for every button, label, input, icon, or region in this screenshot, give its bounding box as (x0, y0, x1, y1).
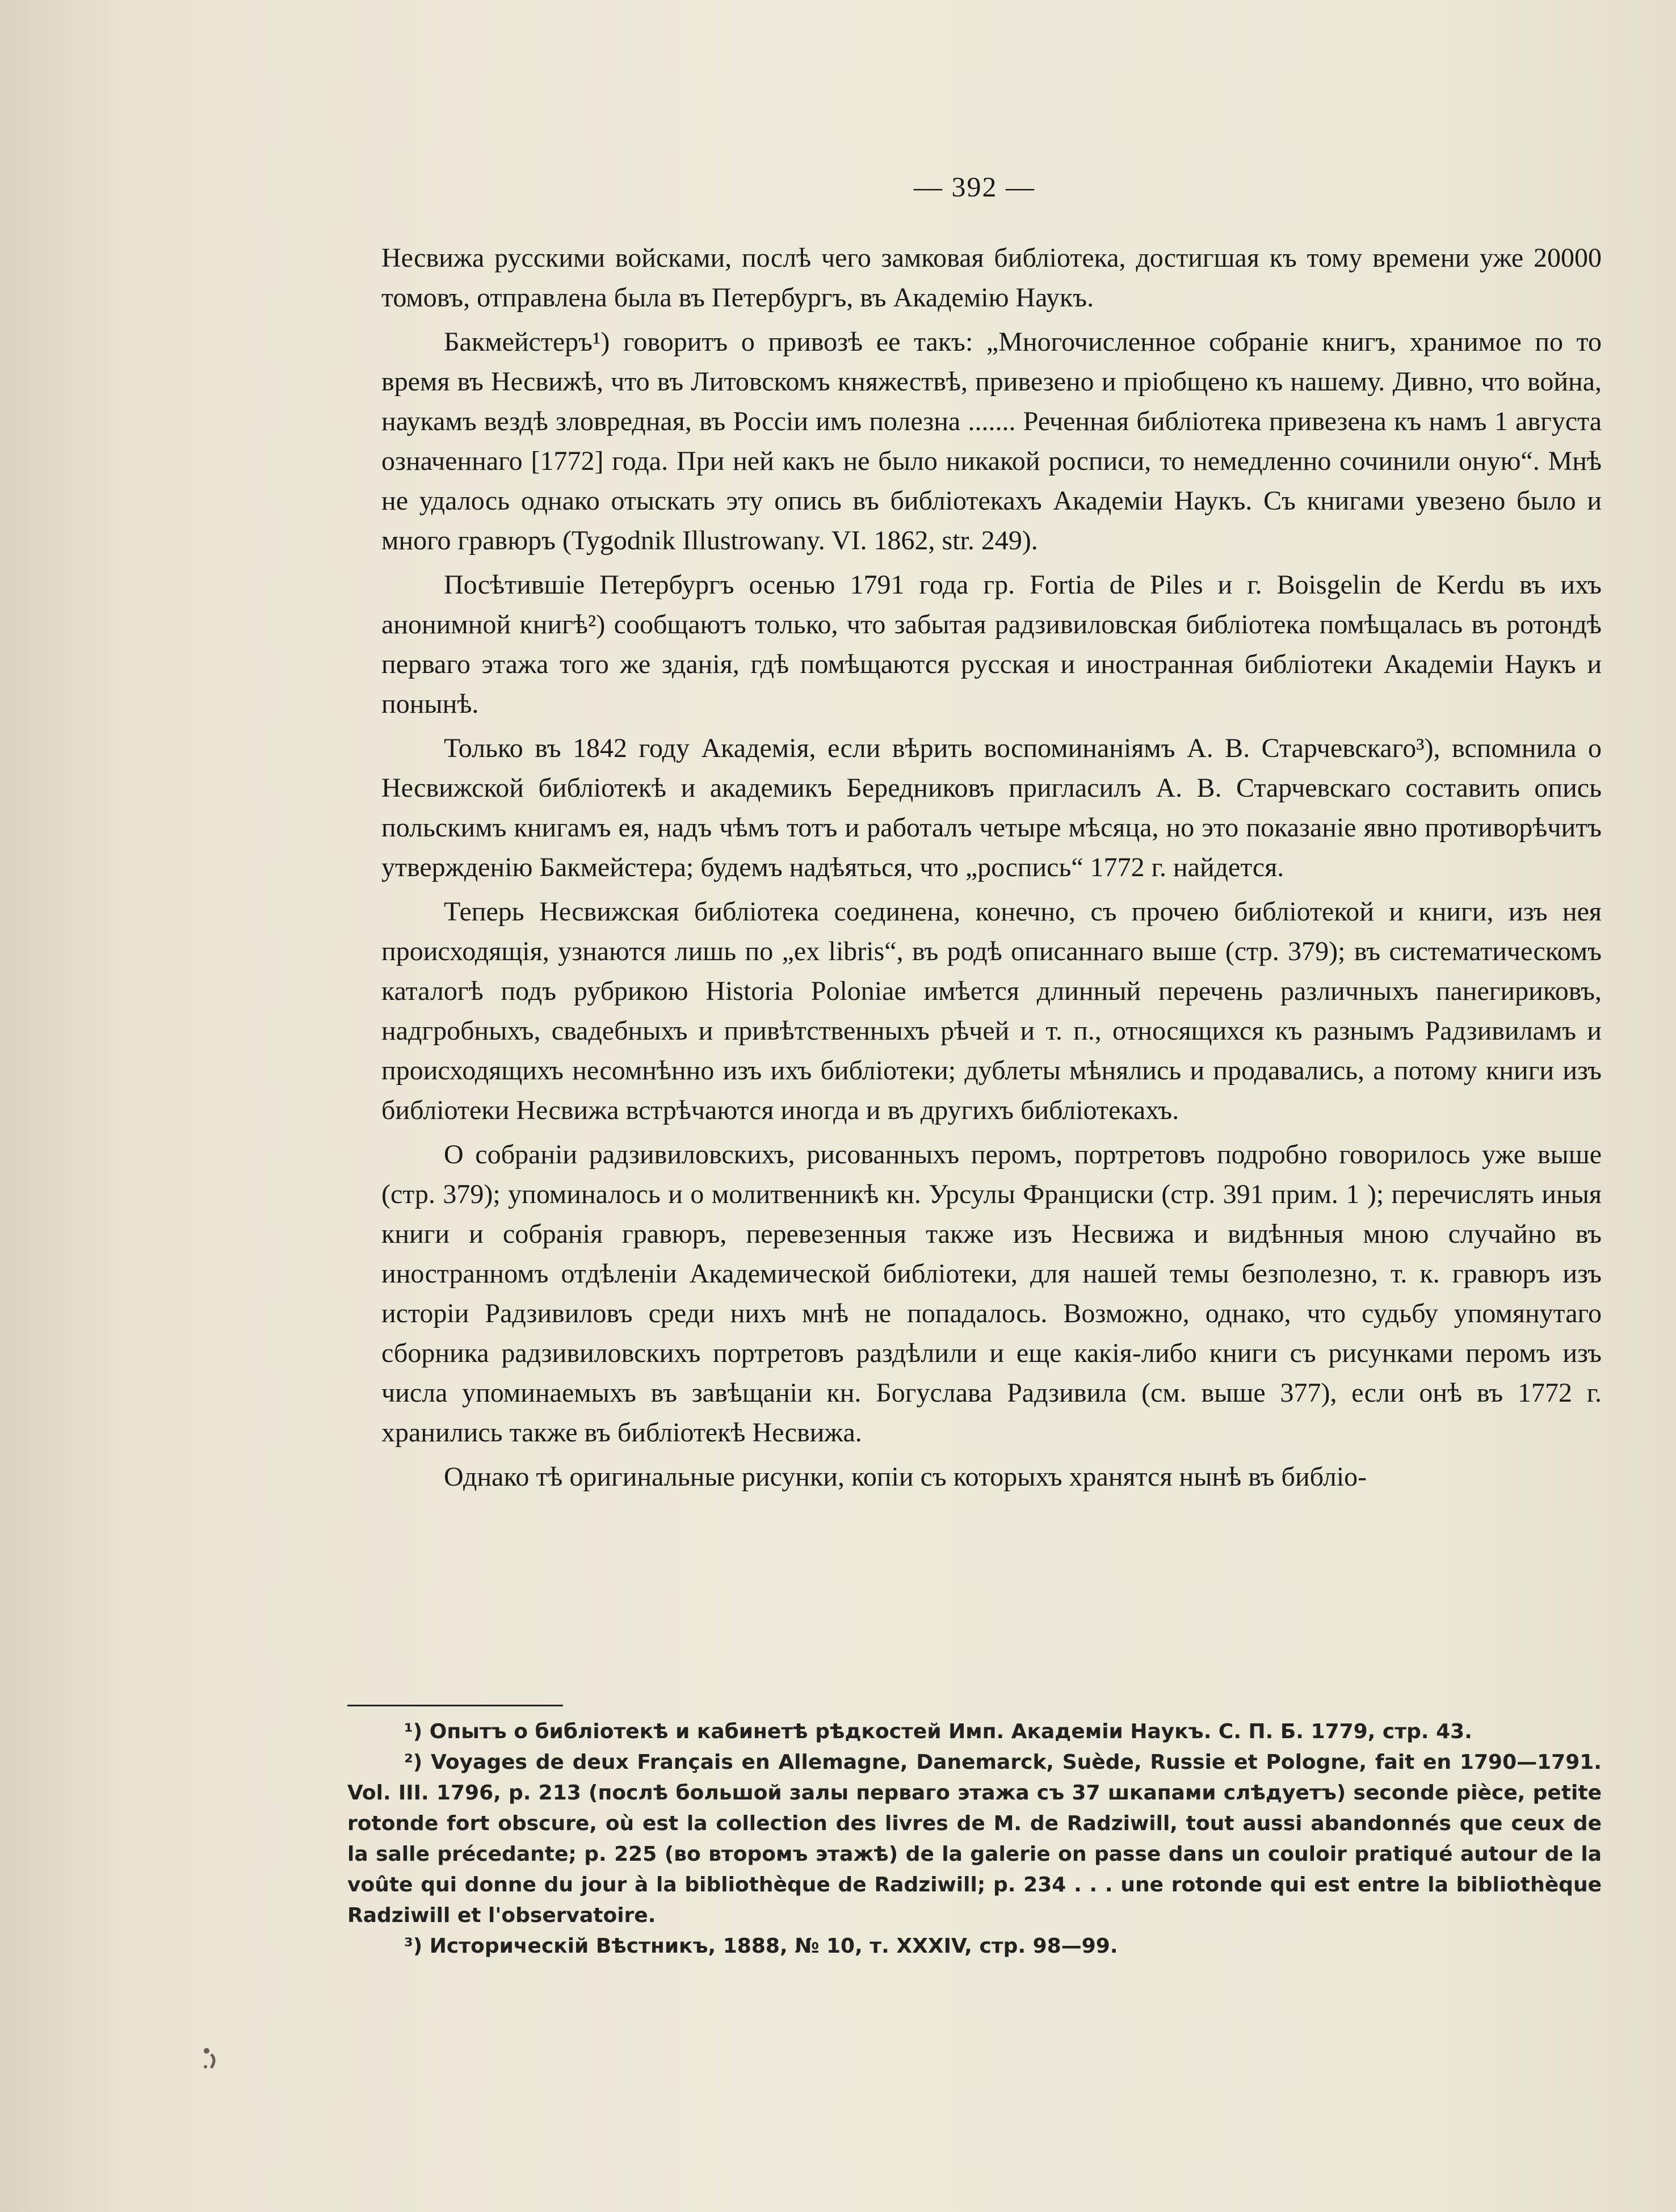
footnotes (347, 1717, 1602, 1962)
paragraph: Только въ 1842 году Академія, если вѣрить воспоминаніямъ А. В. Старчевскаго³), вспомнила о Несвижской библіотекѣ и академикъ Бередниковъ пригласилъ А. В. Старчевскаго составить опись польскимъ книгамъ ея, надъ чѣмъ тотъ и работалъ четыре мѣсяца, но это показаніе явно противорѣчитъ утвержденію Бакмейстера; будемъ надѣяться, что „роспись“ 1772 г. найдется. (381, 733, 1602, 882)
page-number: — 392 — (914, 171, 1035, 203)
footnote: ¹) Опытъ о библіотекѣ и кабинетѣ рѣдкостей Имп. Академіи Наукъ. С. П. Б. 1779, стр. 43. (404, 1720, 1472, 1743)
paragraph: Теперь Несвижская библіотека соединена, конечно, съ прочею библіотекой и книги, изъ нея происходящія, узнаются лишь по „ex libris“, въ родѣ описаннаго выше (стр. 379); въ систематическомъ каталогѣ подъ рубрикою Historia Poloniae имѣется длинный перечень различныхъ панегириковъ, надгробныхъ, свадебныхъ и привѣтственныхъ рѣчей и т. п., относящихся къ разнымъ Радзивиламъ и происходящихъ несомнѣнно изъ ихъ библіотеки; дублеты мѣнялись и продавались, а потому книги изъ библіотеки Несвижа встрѣчаются иногда и въ другихъ библіотекахъ. (381, 897, 1602, 1125)
footnote-divider (347, 1705, 563, 1706)
main-text (381, 238, 1602, 1502)
paragraph: Несвижа русскими войсками, послѣ чего замковая библіотека, достигшая къ тому времени уже 20000 томовъ, отправлена была въ Петербургъ, въ Академію Наукъ. (381, 243, 1602, 313)
paragraph: Посѣтившіе Петербургъ осенью 1791 года гр. Fortia de Piles и г. Boisgelin de Kerdu въ ихъ анонимной книгѣ²) сообщаютъ только, что забытая радзивиловская библіотека помѣщалась въ ротондѣ перваго этажа того же зданія, гдѣ помѣщаются русская и иностранная библіотеки Академіи Наукъ и понынѣ. (381, 570, 1602, 719)
footnote: ³) Историческій Вѣстникъ, 1888, № 10, т. XXXIV, стр. 98—99. (404, 1935, 1118, 1958)
paragraph: О собраніи радзивиловскихъ, рисованныхъ перомъ, портретовъ подробно говорилось уже выше (стр. 379); упоминалось и о молитвенникѣ кн. Урсулы Франциски (стр. 391 прим. 1 ); перечислять иныя книги и собранія гравюръ, перевезенныя также изъ Несвижа и видѣнныя мною случайно въ иностранномъ отдѣленіи Академической библіотеки, для нашей темы безполезно, т. к. гравюръ изъ исторіи Радзивиловъ среди нихъ мнѣ не попадалось. Возможно, однако, что судьбу упомянутаго сборника радзивиловскихъ портретовъ раздѣлили и еще какія-либо книги съ рисунками перомъ изъ числа упоминаемыхъ въ завѣщаніи кн. Богуслава Радзивила (см. выше 377), если онѣ въ 1772 г. хранились также въ библіотекѣ Несвижа. (381, 1139, 1602, 1448)
ink-stain-mark (199, 2043, 221, 2077)
paragraph: Однако тѣ оригинальные рисунки, копіи съ которыхъ хранятся нынѣ въ библіо- (444, 1462, 1367, 1492)
footnote: ²) Voyages de deux Français en Allemagne, Danemarck, Suède, Russie et Pologne, fait en 1790—1791. Vol. III. 1796, p. 213 (послѣ большой залы перваго этажа съ 37 шкапами слѣдуетъ) seconde pièce, petite rotonde fort obscure, où est la collection des livres de M. de Radziwill, tout aussi abandonnés que ceux de la salle précedante; p. 225 (во второмъ этажѣ) de la galerie on passe dans un couloir pratiqué autour de la voûte qui donne du jour à la bibliothèque de Radziwill; p. 234 . . . une rotonde qui est entre la bibliothèque Radziwill et l'observatoire. (347, 1751, 1602, 1927)
paragraph: Бакмейстеръ¹) говоритъ о привозѣ ее такъ: „Многочисленное собраніе книгъ, хранимое по то время въ Несвижѣ, что въ Литовскомъ княжествѣ, привезено и пріобщено къ нашему. Дивно, что война, наукамъ вездѣ зловредная, въ Россіи имъ полезна ....... Реченная библіотека привезена къ намъ 1 августа означеннаго [1772] года. При ней какъ не было никакой росписи, то немедленно сочинили оную“. Мнѣ не удалось однако отыскать эту опись въ библіотекахъ Академіи Наукъ. Съ книгами увезено было и много гравюръ (Tygodnik Illustrowany. VI. 1862, str. 249). (381, 327, 1602, 556)
